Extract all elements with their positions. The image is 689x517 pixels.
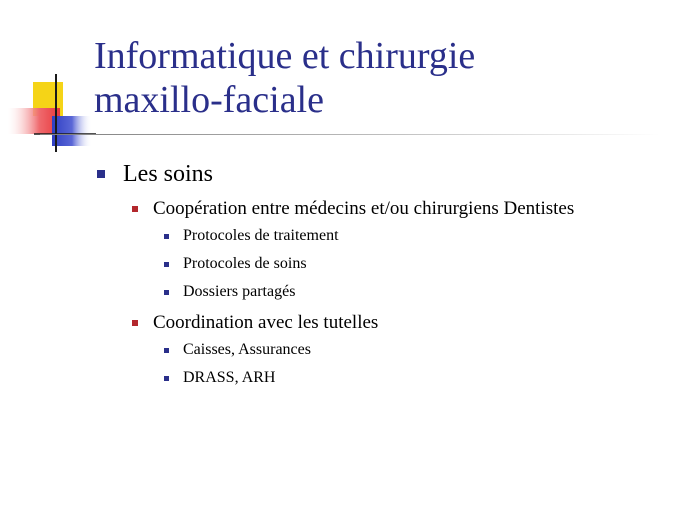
sub-bullet-list: [132, 196, 677, 388]
square-bullet-icon: [164, 262, 169, 267]
sub-sub-bullet-text: Protocoles de soins: [183, 255, 307, 272]
sub-sub-bullet-item: [164, 340, 677, 360]
slide-title: [94, 34, 674, 122]
sub-sub-bullet-item: [164, 254, 677, 274]
title-line-2: maxillo-faciale: [94, 79, 324, 121]
title-divider: [40, 134, 660, 135]
bullet-item: [97, 160, 677, 388]
sub-bullet-item: [132, 196, 677, 302]
title-line-1: Informatique et chirurgie: [94, 35, 476, 77]
square-bullet-icon: [164, 290, 169, 295]
sub-sub-bullet-list: [164, 340, 677, 388]
sub-bullet-item: [132, 310, 677, 388]
square-bullet-icon: [164, 234, 169, 239]
sub-sub-bullet-item: [164, 226, 677, 246]
sub-sub-bullet-item: [164, 368, 677, 388]
sub-bullet-text: Coordination avec les tutelles: [153, 312, 379, 333]
square-bullet-icon: [132, 206, 138, 212]
sub-sub-bullet-text: Dossiers partagés: [183, 283, 296, 300]
bullet-list: [97, 160, 677, 396]
bullet-text: Les soins: [123, 161, 213, 187]
logo-blue-block: [52, 116, 92, 146]
sub-sub-bullet-text: Caisses, Assurances: [183, 341, 311, 358]
sub-sub-bullet-text: DRASS, ARH: [183, 369, 276, 386]
square-bullet-icon: [164, 348, 169, 353]
sub-bullet-text: Coopération entre médecins et/ou chirurgiens Dentistes: [153, 198, 575, 219]
sub-sub-bullet-list: [164, 226, 677, 302]
square-bullet-icon: [132, 320, 138, 326]
square-bullet-icon: [164, 376, 169, 381]
sub-sub-bullet-text: Protocoles de traitement: [183, 227, 339, 244]
square-bullet-icon: [97, 170, 105, 178]
sub-sub-bullet-item: [164, 282, 677, 302]
